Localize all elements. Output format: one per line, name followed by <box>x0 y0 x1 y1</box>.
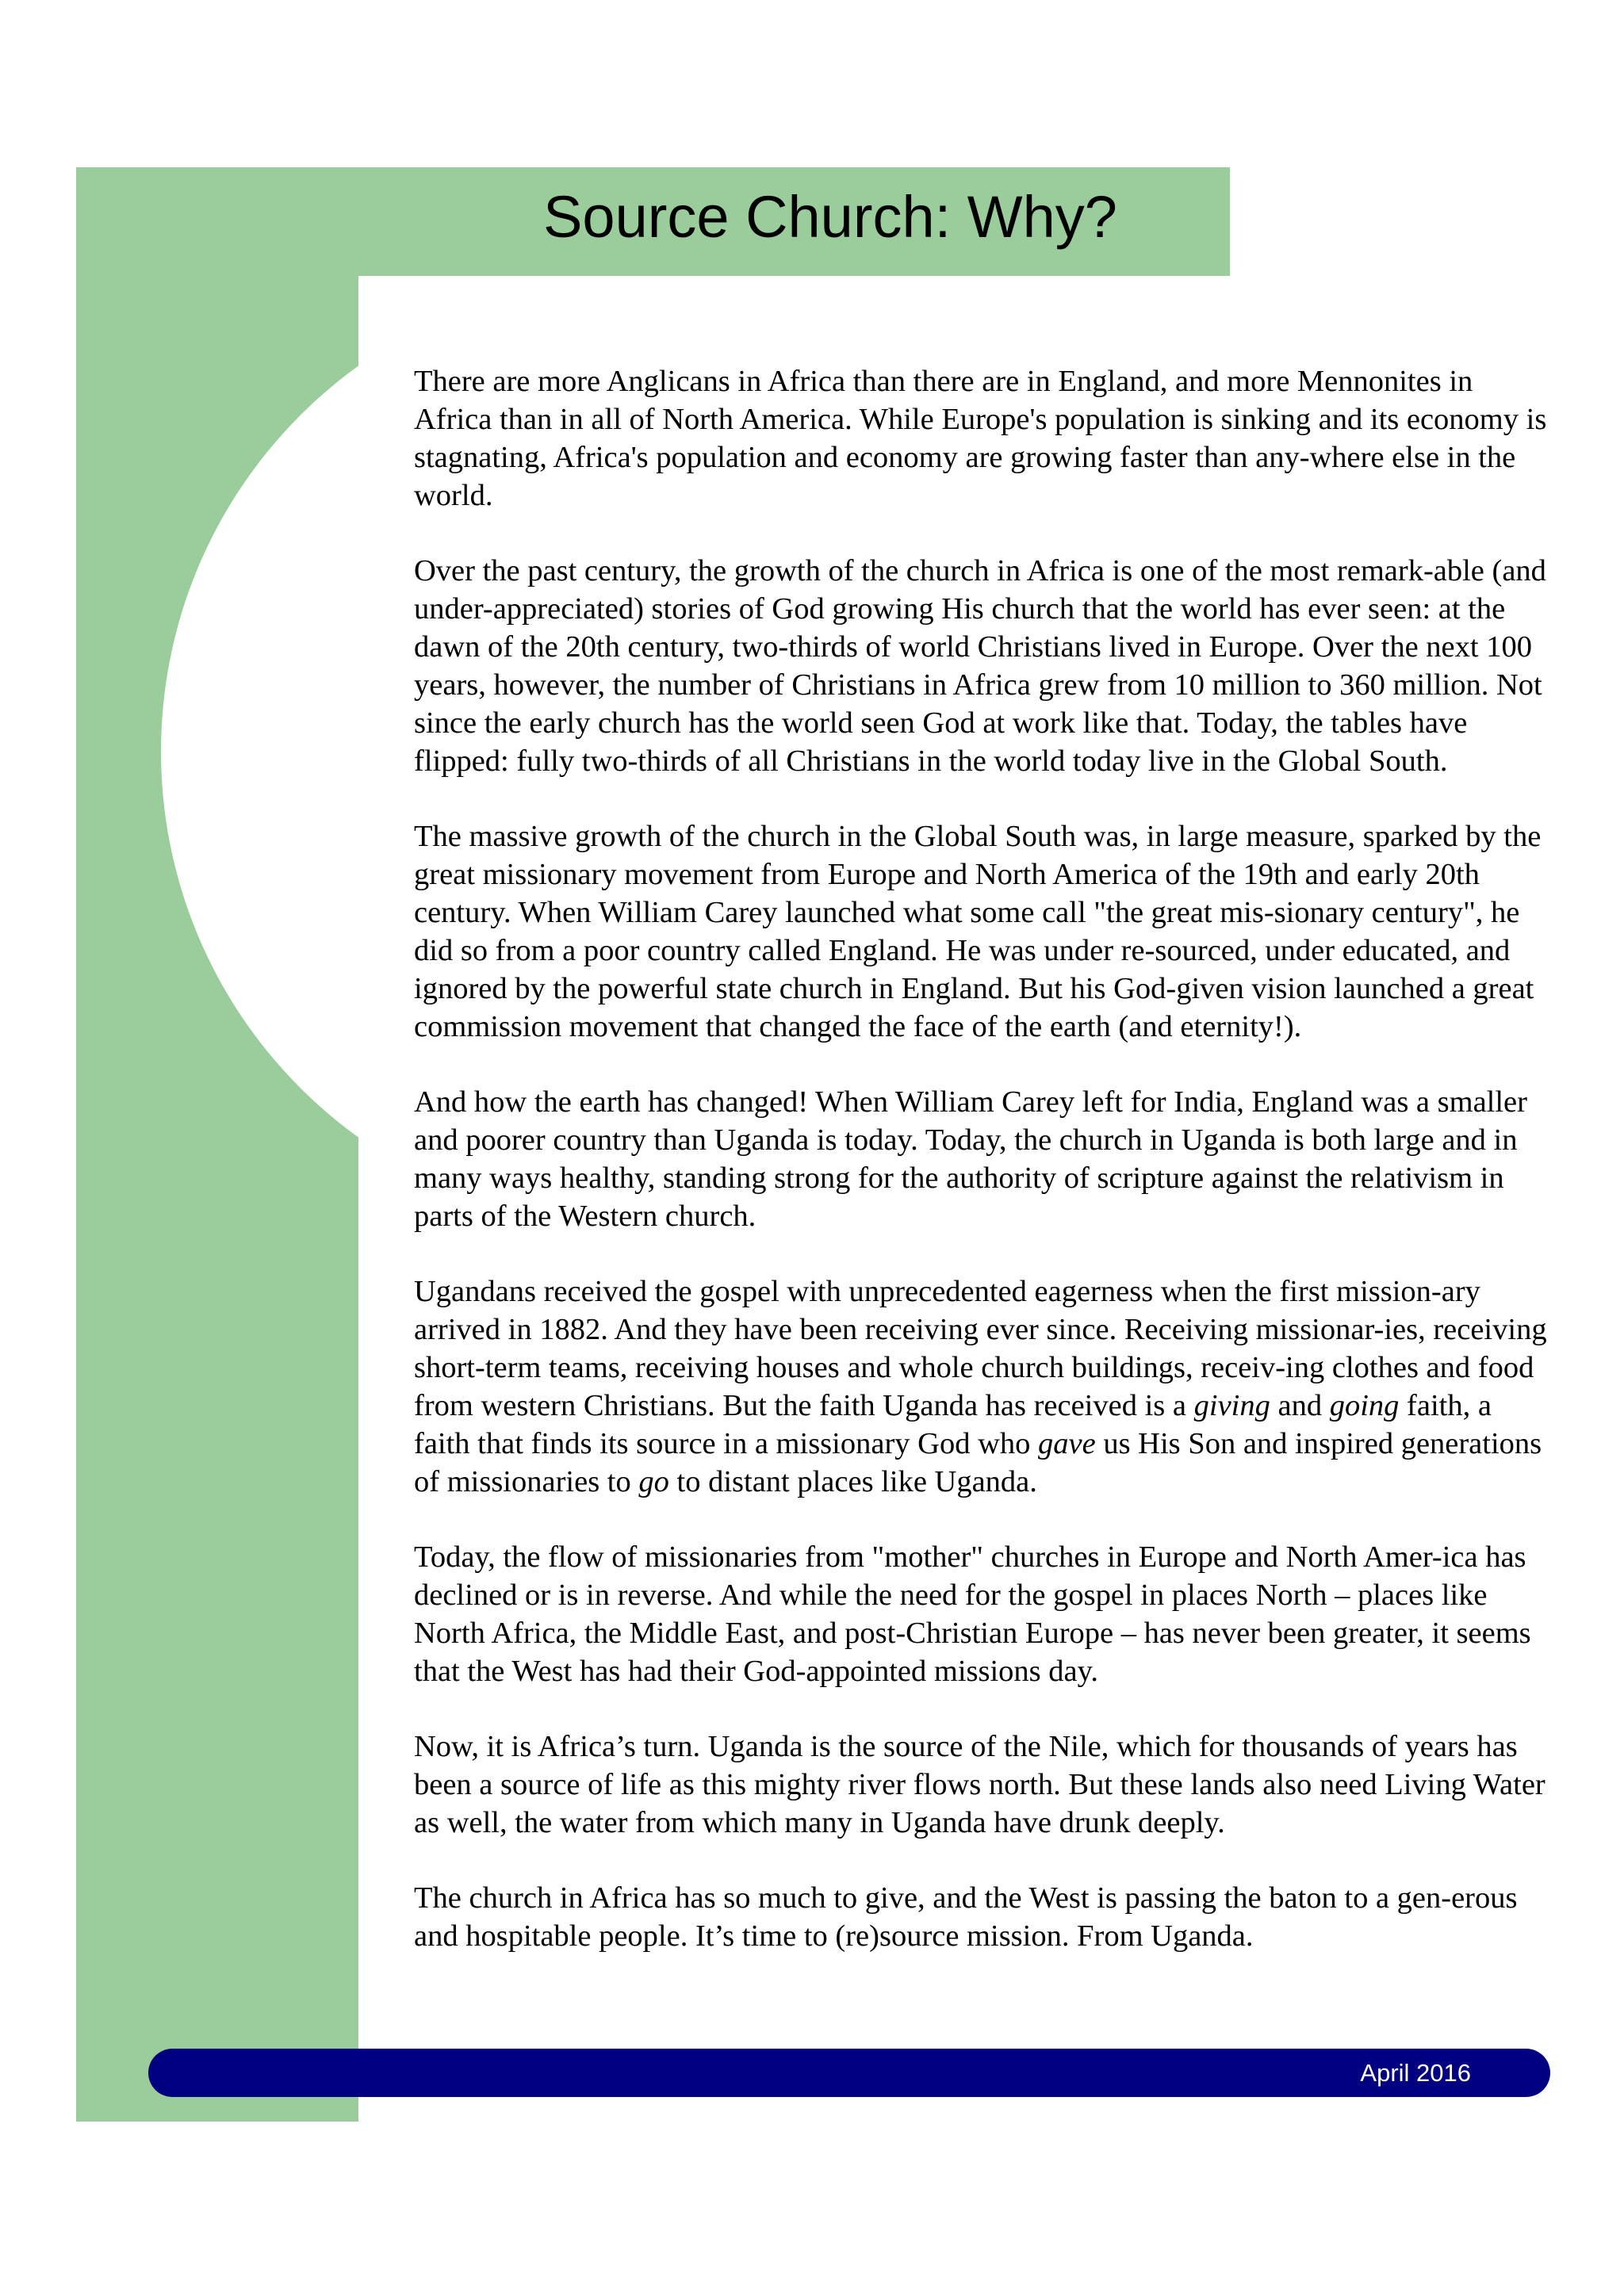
footer-bar <box>148 2049 1550 2097</box>
emphasis-going: going <box>1329 1389 1400 1422</box>
emphasis-giving: giving <box>1193 1389 1270 1422</box>
emphasis-gave: gave <box>1038 1427 1096 1460</box>
paragraph-3: The massive growth of the church in the Global South was, in large measure, sparked by the great missionary movement from Europe and North America of the 19th and early 20th century. When William Carey launched what some call "the great mis-sionary century", he did so from a poor country called England. He was under re-sourced, under educated, and ignored by the powerful state church in England. But his God-given vision launched a great commission movement that changed the face of the earth (and eternity!). <box>414 820 1542 1043</box>
paragraph-7: Now, it is Africa’s turn. Uganda is the source of the Nile, which for thousands of years has been a source of life as this mighty river flows north. But these lands also need Living Water as well, the water from which many in Uganda have drunk deeply. <box>414 1730 1545 1839</box>
article-body <box>414 362 1552 1992</box>
paragraph-8: The church in Africa has so much to give, and the West is passing the baton to a gen-erous and hospitable people. It’s time to (re)source mission. From Uganda. <box>414 1881 1518 1953</box>
paragraph-6: Today, the flow of missionaries from "mother" churches in Europe and North Amer-ica has declined or is in reverse. And while the need for the gospel in places North – places like North Africa, the Middle East, and post-Christian Europe – has never been greater, it seems that the West has had their God-appointed missions day. <box>414 1540 1531 1688</box>
paragraph-2: Over the past century, the growth of the church in Africa is one of the most remark-able (and under-appreciated) stories of God growing His church that the world has ever seen: at the dawn of the 20th century, two-thirds of world Christians lived in Europe. Over the next 100 years, however, the number of Christians in Africa grew from 10 million to 360 million. Not since the early church has the world seen God at work like that. Today, the tables have flipped: fully two-thirds of all Christians in the world today live in the Global South. <box>414 554 1546 778</box>
emphasis-go: go <box>638 1465 669 1498</box>
footer-date: April 2016 <box>1360 2059 1471 2087</box>
paragraph-1: There are more Anglicans in Africa than there are in England, and more Mennonites in Africa than in all of North America. While Europe's population is sinking and its economy is stagnating, Africa's population and economy are growing faster than any-where else in the world. <box>414 365 1547 512</box>
paragraph-5: Ugandans received the gospel with unprecedented eagerness when the first mission-ary arrived in 1882. And they have been receiving ever since. Receiving missionar-ies, receiving short-term teams, receiving houses and whole church buildings, receiv-ing clothes and food from western Christians. But the faith Uganda has received is a giving and going faith, a faith that finds its source in a missionary God who gave us His Son and inspired generations of missionaries to go to distant places like Uganda. <box>414 1275 1547 1498</box>
paragraph-4: And how the earth has changed! When William Carey left for India, England was a smaller and poorer country than Uganda is today. Today, the church in Uganda is both large and in many ways healthy, standing strong for the authority of scripture against the relativism in parts of the Western church. <box>414 1085 1527 1233</box>
page-title: Source Church: Why? <box>543 184 1117 250</box>
